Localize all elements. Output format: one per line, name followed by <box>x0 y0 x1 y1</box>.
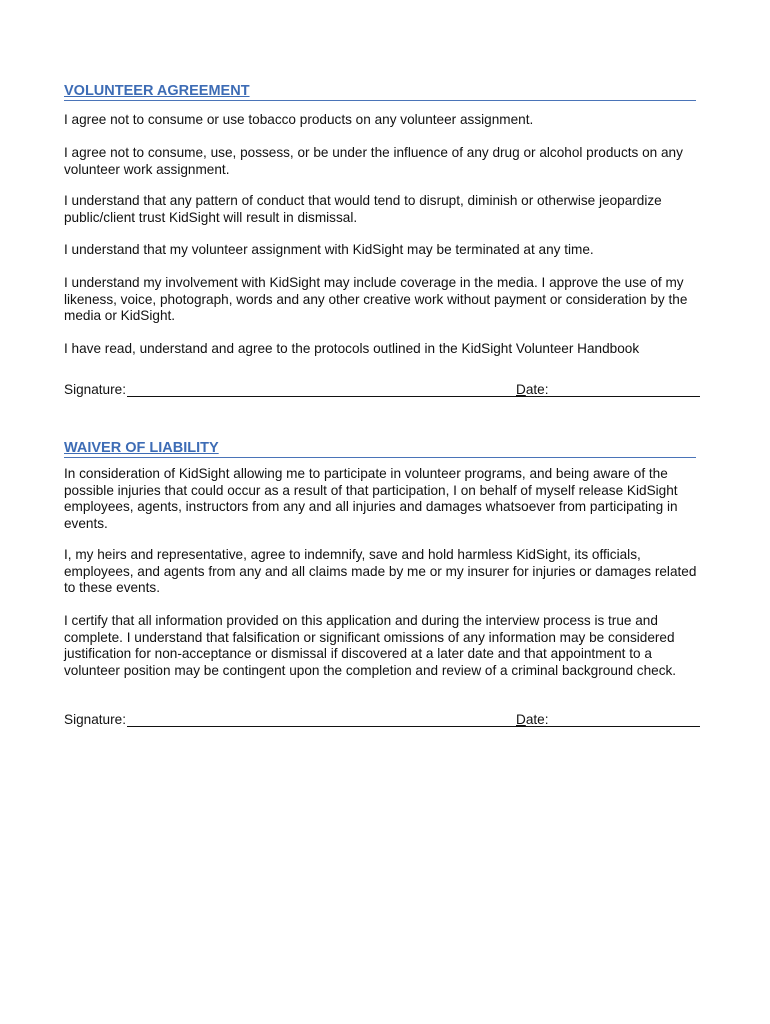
agreement-conduct-paragraph: I understand that any pattern of conduct that would tend to disrupt, diminish or otherwise jeopardize public/client trust KidSight will result in dismissal. <box>64 193 662 225</box>
agreement-drug-alcohol-paragraph: I agree not to consume, use, possess, or be under the influence of any drug or alcohol products on any volunteer work assignment. <box>64 145 683 177</box>
waiver-signature-line[interactable] <box>127 726 574 727</box>
volunteer-agreement-heading-text: VOLUNTEER AGREEMENT <box>64 83 250 99</box>
agreement-date-label-rest: ate: <box>525 382 549 397</box>
waiver-date-label-initial: D <box>516 712 526 727</box>
waiver-heading <box>64 440 696 458</box>
agreement-tobacco-paragraph: I agree not to consume or use tobacco products on any volunteer assignment. <box>64 112 534 127</box>
waiver-date-line[interactable] <box>553 726 700 727</box>
waiver-date-label <box>516 712 549 728</box>
volunteer-agreement-heading <box>64 83 696 101</box>
agreement-date-line[interactable] <box>553 396 700 397</box>
waiver-indemnify-paragraph: I, my heirs and representative, agree to indemnify, save and hold harmless KidSight, its officials, employees, and agents from any and all claims made by me or my insurer for injuries or damages related to these events. <box>64 547 697 595</box>
agreement-termination-paragraph: I understand that my volunteer assignment with KidSight may be terminated at any time. <box>64 242 594 257</box>
agreement-date-label <box>516 382 549 398</box>
waiver-certify-paragraph: I certify that all information provided on this application and during the interview process is true and complete. I understand that falsification or significant omissions of any information may be considered justification for non-acceptance or dismissal if discovered at a later date and that appointment to a volunteer position may be contingent upon the completion and review of a criminal background check. <box>64 613 677 678</box>
agreement-signature-line[interactable] <box>127 396 574 397</box>
agreement-date-label-initial: D <box>516 382 526 397</box>
waiver-signature-row <box>64 712 700 730</box>
agreement-handbook-paragraph: I have read, understand and agree to the protocols outlined in the KidSight Volunteer Handbook <box>64 341 640 356</box>
waiver-release-paragraph: In consideration of KidSight allowing me to participate in volunteer programs, and being aware of the possible injuries that could occur as a result of that participation, I on behalf of myself release KidSight employees, agents, instructors from any and all injuries and damages whatsoever from participating in events. <box>64 466 678 531</box>
waiver-date-label-rest: ate: <box>525 712 549 727</box>
agreement-signature-row <box>64 382 700 400</box>
agreement-signature-label: Signature: <box>64 382 126 397</box>
agreement-media-paragraph: I understand my involvement with KidSight may include coverage in the media. I approve the use of my likeness, voice, photograph, words and any other creative work without payment or consideration by the media or KidSight. <box>64 275 688 323</box>
waiver-heading-text: WAIVER OF LIABILITY <box>64 440 219 456</box>
waiver-signature-label: Signature: <box>64 712 126 727</box>
